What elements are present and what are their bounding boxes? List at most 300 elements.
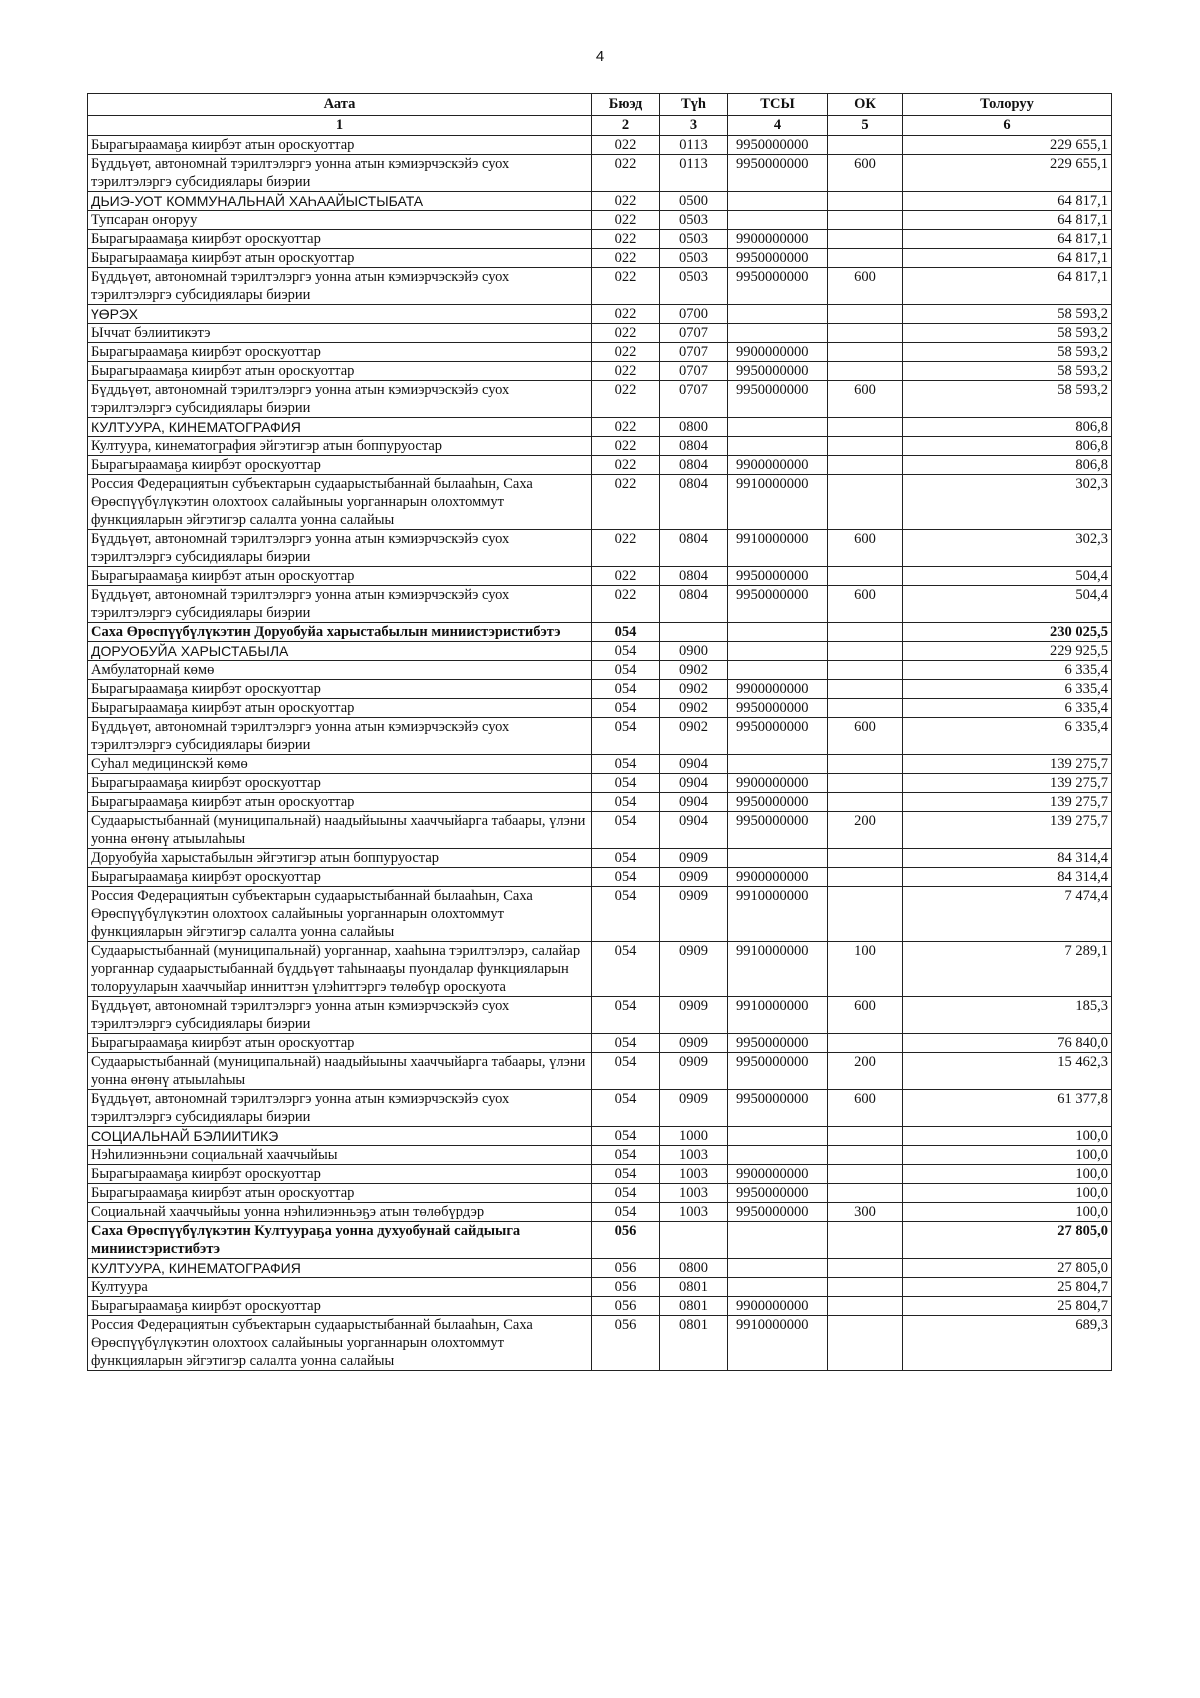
cell-ok xyxy=(828,642,903,661)
cell-amount: 6 335,4 xyxy=(903,680,1112,699)
cell-ok: 600 xyxy=(828,586,903,623)
cell-amount: 58 593,2 xyxy=(903,343,1112,362)
cell-amount: 58 593,2 xyxy=(903,381,1112,418)
cell-ok: 300 xyxy=(828,1203,903,1222)
table-row xyxy=(88,268,1112,305)
cell-cs: 9950000000 xyxy=(728,381,828,418)
cell-ved: 054 xyxy=(592,1053,660,1090)
cell-amount: 504,4 xyxy=(903,567,1112,586)
cell-cs: 9900000000 xyxy=(728,343,828,362)
cell-amount: 27 805,0 xyxy=(903,1259,1112,1278)
cell-ok xyxy=(828,418,903,437)
cell-ved: 054 xyxy=(592,623,660,642)
cell-name: Бырагыраамаҕа киирбэт атын ороскуоттар xyxy=(88,249,592,268)
cell-ved: 022 xyxy=(592,230,660,249)
cell-name: Бырагыраамаҕа киирбэт атын ороскуоттар xyxy=(88,362,592,381)
table-row xyxy=(88,1034,1112,1053)
table-row xyxy=(88,1259,1112,1278)
table-row xyxy=(88,1297,1112,1316)
cell-name: Саха Өрөспүүбүлүкэтин Култуураҕа уонна духуобунай сайдыыга миниистэристибэтэ xyxy=(88,1222,592,1259)
cell-ved: 054 xyxy=(592,1203,660,1222)
cell-name: Бүддьүөт, автономнай тэрилтэлэргэ уонна атын кэмиэрчэскэйэ суох тэрилтэлэргэ субсидиялары биэрии xyxy=(88,530,592,567)
cell-ok xyxy=(828,324,903,343)
cell-name: Бырагыраамаҕа киирбэт ороскуоттар xyxy=(88,1165,592,1184)
cell-ruz: 0503 xyxy=(660,230,728,249)
cell-ok xyxy=(828,1184,903,1203)
cell-cs xyxy=(728,849,828,868)
budget-table xyxy=(87,93,1112,1371)
cell-ved: 022 xyxy=(592,475,660,530)
cell-ved: 054 xyxy=(592,1165,660,1184)
cell-ved: 022 xyxy=(592,324,660,343)
cell-amount: 806,8 xyxy=(903,437,1112,456)
cell-ruz: 1003 xyxy=(660,1146,728,1165)
cell-cs xyxy=(728,1222,828,1259)
cell-ok xyxy=(828,437,903,456)
cell-name: Доруобуйа харыстабылын эйгэтигэр атын боппуруостар xyxy=(88,849,592,868)
cell-ruz: 1003 xyxy=(660,1165,728,1184)
cell-ruz: 0800 xyxy=(660,418,728,437)
table-row xyxy=(88,774,1112,793)
table-row xyxy=(88,324,1112,343)
cell-cs xyxy=(728,1146,828,1165)
header-cs: ТСЫ xyxy=(728,94,828,116)
cell-amount: 64 817,1 xyxy=(903,192,1112,211)
cell-amount: 58 593,2 xyxy=(903,362,1112,381)
table-row xyxy=(88,192,1112,211)
cell-ved: 054 xyxy=(592,661,660,680)
cell-ok xyxy=(828,887,903,942)
cell-amount: 100,0 xyxy=(903,1184,1112,1203)
table-row xyxy=(88,997,1112,1034)
cell-amount: 229 655,1 xyxy=(903,155,1112,192)
cell-ved: 054 xyxy=(592,849,660,868)
cell-name: Бырагыраамаҕа киирбэт ороскуоттар xyxy=(88,868,592,887)
cell-amount: 230 025,5 xyxy=(903,623,1112,642)
cell-name: Бырагыраамаҕа киирбэт ороскуоттар xyxy=(88,774,592,793)
cell-cs: 9950000000 xyxy=(728,699,828,718)
cell-ok xyxy=(828,661,903,680)
cell-amount: 7 474,4 xyxy=(903,887,1112,942)
cell-ruz: 0909 xyxy=(660,1090,728,1127)
table-row xyxy=(88,887,1112,942)
cell-ok xyxy=(828,868,903,887)
cell-cs: 9910000000 xyxy=(728,887,828,942)
cell-name: Судаарыстыбаннай (муниципальнай) наадыйыыны хааччыйарга табаары, үлэни уонна өҥөнү атыылаһыы xyxy=(88,812,592,849)
cell-ok xyxy=(828,849,903,868)
cell-ruz: 0500 xyxy=(660,192,728,211)
cell-name: Судаарыстыбаннай (муниципальнай) наадыйыыны хааччыйарга табаары, үлэни уонна өҥөнү атыылаһыы xyxy=(88,1053,592,1090)
table-row xyxy=(88,362,1112,381)
table-row xyxy=(88,211,1112,230)
cell-cs xyxy=(728,437,828,456)
cell-ved: 056 xyxy=(592,1278,660,1297)
table-row xyxy=(88,942,1112,997)
cell-ruz: 0113 xyxy=(660,155,728,192)
cell-amount: 100,0 xyxy=(903,1203,1112,1222)
cell-cs: 9950000000 xyxy=(728,1090,828,1127)
cell-amount: 302,3 xyxy=(903,475,1112,530)
cell-ved: 054 xyxy=(592,680,660,699)
cell-ved: 056 xyxy=(592,1297,660,1316)
cell-cs xyxy=(728,623,828,642)
cell-ok xyxy=(828,1146,903,1165)
cell-name: Бүддьүөт, автономнай тэрилтэлэргэ уонна атын кэмиэрчэскэйэ суох тэрилтэлэргэ субсидиялары биэрии xyxy=(88,586,592,623)
cell-ved: 022 xyxy=(592,437,660,456)
cell-amount: 139 275,7 xyxy=(903,793,1112,812)
cell-ruz: 0707 xyxy=(660,362,728,381)
cell-ved: 054 xyxy=(592,718,660,755)
cell-name: КУЛТУУРА, КИНЕМАТОГРАФИЯ xyxy=(88,1259,592,1278)
cell-amount: 100,0 xyxy=(903,1127,1112,1146)
cell-amount: 25 804,7 xyxy=(903,1297,1112,1316)
cell-cs: 9950000000 xyxy=(728,812,828,849)
cell-ved: 022 xyxy=(592,155,660,192)
table-row xyxy=(88,1146,1112,1165)
cell-ok xyxy=(828,136,903,155)
cell-cs xyxy=(728,755,828,774)
table-row xyxy=(88,1090,1112,1127)
cell-ved: 022 xyxy=(592,362,660,381)
cell-ved: 022 xyxy=(592,586,660,623)
cell-ruz: 0904 xyxy=(660,812,728,849)
cell-ok xyxy=(828,475,903,530)
cell-name: Бырагыраамаҕа киирбэт атын ороскуоттар xyxy=(88,1184,592,1203)
column-number: 6 xyxy=(903,116,1112,136)
table-row xyxy=(88,718,1112,755)
table-row xyxy=(88,305,1112,324)
cell-cs: 9950000000 xyxy=(728,1034,828,1053)
cell-cs xyxy=(728,642,828,661)
table-row xyxy=(88,793,1112,812)
cell-ok xyxy=(828,211,903,230)
cell-cs: 9910000000 xyxy=(728,1316,828,1371)
cell-name: Бүддьүөт, автономнай тэрилтэлэргэ уонна атын кэмиэрчэскэйэ суох тэрилтэлэргэ субсидиялары биэрии xyxy=(88,718,592,755)
page-number: 4 xyxy=(595,48,605,65)
cell-amount: 100,0 xyxy=(903,1146,1112,1165)
cell-ok xyxy=(828,680,903,699)
cell-ved: 022 xyxy=(592,456,660,475)
cell-ruz: 0503 xyxy=(660,268,728,305)
cell-cs: 9950000000 xyxy=(728,362,828,381)
cell-name: Бырагыраамаҕа киирбэт атын ороскуоттар xyxy=(88,567,592,586)
cell-ruz: 0804 xyxy=(660,437,728,456)
cell-name: ДОРУОБУЙА ХАРЫСТАБЫЛА xyxy=(88,642,592,661)
cell-cs: 9900000000 xyxy=(728,1297,828,1316)
cell-amount: 64 817,1 xyxy=(903,211,1112,230)
cell-amount: 139 275,7 xyxy=(903,774,1112,793)
cell-ved: 054 xyxy=(592,942,660,997)
cell-ok xyxy=(828,1127,903,1146)
cell-name: Бүддьүөт, автономнай тэрилтэлэргэ уонна атын кэмиэрчэскэйэ суох тэрилтэлэргэ субсидиялары биэрии xyxy=(88,155,592,192)
cell-ok xyxy=(828,362,903,381)
cell-ruz: 0804 xyxy=(660,530,728,567)
budget-table-container xyxy=(87,93,1111,1371)
cell-ved: 022 xyxy=(592,567,660,586)
cell-ok xyxy=(828,1222,903,1259)
cell-cs: 9900000000 xyxy=(728,774,828,793)
cell-amount: 76 840,0 xyxy=(903,1034,1112,1053)
cell-ruz: 0804 xyxy=(660,475,728,530)
cell-amount: 64 817,1 xyxy=(903,230,1112,249)
cell-amount: 7 289,1 xyxy=(903,942,1112,997)
cell-amount: 100,0 xyxy=(903,1165,1112,1184)
cell-amount: 139 275,7 xyxy=(903,755,1112,774)
cell-amount: 806,8 xyxy=(903,456,1112,475)
cell-name: Социальнай хааччыйыы уонна нэһилиэнньэҕэ атын төлөбүрдэр xyxy=(88,1203,592,1222)
cell-cs: 9950000000 xyxy=(728,1053,828,1090)
table-row xyxy=(88,343,1112,362)
cell-ruz: 0801 xyxy=(660,1278,728,1297)
column-number: 5 xyxy=(828,116,903,136)
table-row xyxy=(88,1053,1112,1090)
table-row xyxy=(88,1278,1112,1297)
cell-ruz: 0904 xyxy=(660,793,728,812)
cell-amount: 229 925,5 xyxy=(903,642,1112,661)
cell-cs: 9950000000 xyxy=(728,1203,828,1222)
cell-name: Бырагыраамаҕа киирбэт атын ороскуоттар xyxy=(88,1034,592,1053)
cell-ruz: 0909 xyxy=(660,1053,728,1090)
cell-ved: 054 xyxy=(592,812,660,849)
cell-cs xyxy=(728,305,828,324)
table-row xyxy=(88,586,1112,623)
cell-cs: 9900000000 xyxy=(728,680,828,699)
cell-name: Бүддьүөт, автономнай тэрилтэлэргэ уонна атын кэмиэрчэскэйэ суох тэрилтэлэргэ субсидиялары биэрии xyxy=(88,1090,592,1127)
cell-ok xyxy=(828,1278,903,1297)
cell-amount: 27 805,0 xyxy=(903,1222,1112,1259)
table-row xyxy=(88,456,1112,475)
cell-ok: 200 xyxy=(828,1053,903,1090)
table-row xyxy=(88,1127,1112,1146)
cell-cs: 9910000000 xyxy=(728,997,828,1034)
column-number: 1 xyxy=(88,116,592,136)
cell-name: Бырагыраамаҕа киирбэт ороскуоттар xyxy=(88,230,592,249)
cell-ok xyxy=(828,1165,903,1184)
table-row xyxy=(88,680,1112,699)
cell-ved: 022 xyxy=(592,211,660,230)
table-row xyxy=(88,418,1112,437)
cell-ok xyxy=(828,755,903,774)
cell-ved: 054 xyxy=(592,793,660,812)
cell-ved: 022 xyxy=(592,305,660,324)
table-row xyxy=(88,1184,1112,1203)
cell-cs xyxy=(728,192,828,211)
cell-name: Култуура, кинематография эйгэтигэр атын боппуруостар xyxy=(88,437,592,456)
cell-ruz: 0902 xyxy=(660,699,728,718)
table-row xyxy=(88,1222,1112,1259)
cell-name: Бүддьүөт, автономнай тэрилтэлэргэ уонна атын кэмиэрчэскэйэ суох тэрилтэлэргэ субсидиялары биэрии xyxy=(88,268,592,305)
cell-ved: 054 xyxy=(592,699,660,718)
cell-ruz xyxy=(660,1222,728,1259)
cell-cs: 9910000000 xyxy=(728,942,828,997)
cell-ruz: 0707 xyxy=(660,324,728,343)
table-row xyxy=(88,249,1112,268)
cell-name: Нэһилиэнньэни социальнай хааччыйыы xyxy=(88,1146,592,1165)
cell-cs: 9950000000 xyxy=(728,718,828,755)
cell-ok: 600 xyxy=(828,155,903,192)
table-body xyxy=(88,136,1112,1371)
cell-cs xyxy=(728,1127,828,1146)
cell-amount: 504,4 xyxy=(903,586,1112,623)
cell-ok xyxy=(828,192,903,211)
cell-cs xyxy=(728,661,828,680)
table-row xyxy=(88,1203,1112,1222)
cell-ruz: 0503 xyxy=(660,211,728,230)
cell-cs: 9900000000 xyxy=(728,230,828,249)
cell-ruz: 0909 xyxy=(660,849,728,868)
cell-ved: 022 xyxy=(592,418,660,437)
cell-ved: 054 xyxy=(592,868,660,887)
table-row xyxy=(88,868,1112,887)
cell-amount: 6 335,4 xyxy=(903,661,1112,680)
cell-ruz: 1003 xyxy=(660,1203,728,1222)
table-row xyxy=(88,623,1112,642)
cell-ruz: 0902 xyxy=(660,661,728,680)
cell-cs xyxy=(728,1278,828,1297)
cell-ved: 056 xyxy=(592,1259,660,1278)
column-number-row xyxy=(88,116,1112,136)
cell-ok: 600 xyxy=(828,718,903,755)
cell-name: Ыччат бэлиитикэтэ xyxy=(88,324,592,343)
cell-ruz: 0801 xyxy=(660,1297,728,1316)
cell-ruz xyxy=(660,623,728,642)
cell-cs: 9950000000 xyxy=(728,586,828,623)
cell-name: КУЛТУУРА, КИНЕМАТОГРАФИЯ xyxy=(88,418,592,437)
table-row xyxy=(88,230,1112,249)
cell-ved: 054 xyxy=(592,1034,660,1053)
cell-ved: 022 xyxy=(592,268,660,305)
cell-amount: 6 335,4 xyxy=(903,718,1112,755)
table-row xyxy=(88,1316,1112,1371)
cell-ok xyxy=(828,774,903,793)
cell-ved: 054 xyxy=(592,642,660,661)
cell-name: ҮӨРЭХ xyxy=(88,305,592,324)
header-ved: Бюэд xyxy=(592,94,660,116)
cell-cs: 9950000000 xyxy=(728,136,828,155)
cell-ok: 600 xyxy=(828,530,903,567)
cell-ruz: 0902 xyxy=(660,680,728,699)
table-row xyxy=(88,699,1112,718)
cell-ok xyxy=(828,1297,903,1316)
cell-ruz: 0804 xyxy=(660,586,728,623)
header-amount: Толоруу xyxy=(903,94,1112,116)
table-row xyxy=(88,155,1112,192)
cell-ruz: 0909 xyxy=(660,868,728,887)
cell-ok: 600 xyxy=(828,997,903,1034)
cell-name: Бырагыраамаҕа киирбэт атын ороскуоттар xyxy=(88,136,592,155)
cell-ruz: 0800 xyxy=(660,1259,728,1278)
cell-amount: 806,8 xyxy=(903,418,1112,437)
cell-ok xyxy=(828,456,903,475)
table-row xyxy=(88,1165,1112,1184)
cell-ruz: 0904 xyxy=(660,774,728,793)
cell-ruz: 0801 xyxy=(660,1316,728,1371)
cell-ved: 022 xyxy=(592,192,660,211)
cell-amount: 58 593,2 xyxy=(903,305,1112,324)
cell-cs xyxy=(728,1259,828,1278)
cell-ved: 022 xyxy=(592,249,660,268)
cell-ruz: 0909 xyxy=(660,997,728,1034)
cell-ved: 054 xyxy=(592,887,660,942)
cell-cs: 9950000000 xyxy=(728,268,828,305)
cell-cs xyxy=(728,418,828,437)
cell-ruz: 0909 xyxy=(660,887,728,942)
cell-amount: 15 462,3 xyxy=(903,1053,1112,1090)
cell-ruz: 0804 xyxy=(660,567,728,586)
cell-ok xyxy=(828,567,903,586)
header-ruz: Түһ xyxy=(660,94,728,116)
cell-amount: 64 817,1 xyxy=(903,249,1112,268)
cell-ved: 054 xyxy=(592,1090,660,1127)
cell-ved: 022 xyxy=(592,530,660,567)
cell-name: Суһал медицинскэй көмө xyxy=(88,755,592,774)
cell-ruz: 0909 xyxy=(660,1034,728,1053)
cell-ok xyxy=(828,249,903,268)
cell-ok xyxy=(828,1259,903,1278)
cell-ok: 600 xyxy=(828,1090,903,1127)
cell-ruz: 1000 xyxy=(660,1127,728,1146)
cell-amount: 689,3 xyxy=(903,1316,1112,1371)
cell-ok: 600 xyxy=(828,381,903,418)
cell-cs: 9950000000 xyxy=(728,155,828,192)
cell-ved: 056 xyxy=(592,1316,660,1371)
cell-ok xyxy=(828,1034,903,1053)
cell-ruz: 0707 xyxy=(660,381,728,418)
cell-ved: 054 xyxy=(592,997,660,1034)
cell-ok xyxy=(828,793,903,812)
column-number: 2 xyxy=(592,116,660,136)
header-name: Аата xyxy=(88,94,592,116)
cell-ok xyxy=(828,1316,903,1371)
table-row xyxy=(88,136,1112,155)
cell-ruz: 1003 xyxy=(660,1184,728,1203)
table-row xyxy=(88,530,1112,567)
cell-ved: 054 xyxy=(592,1146,660,1165)
cell-amount: 185,3 xyxy=(903,997,1112,1034)
table-row xyxy=(88,437,1112,456)
cell-ok xyxy=(828,305,903,324)
cell-cs: 9910000000 xyxy=(728,475,828,530)
cell-name: Бырагыраамаҕа киирбэт ороскуоттар xyxy=(88,1297,592,1316)
table-row xyxy=(88,567,1112,586)
cell-amount: 58 593,2 xyxy=(903,324,1112,343)
cell-cs xyxy=(728,211,828,230)
cell-cs: 9900000000 xyxy=(728,868,828,887)
column-number: 3 xyxy=(660,116,728,136)
table-header-row xyxy=(88,94,1112,116)
column-number: 4 xyxy=(728,116,828,136)
cell-ved: 056 xyxy=(592,1222,660,1259)
cell-ruz: 0904 xyxy=(660,755,728,774)
header-ok: ОК xyxy=(828,94,903,116)
cell-ok xyxy=(828,230,903,249)
cell-ruz: 0900 xyxy=(660,642,728,661)
cell-amount: 84 314,4 xyxy=(903,868,1112,887)
table-row xyxy=(88,475,1112,530)
cell-ok xyxy=(828,699,903,718)
cell-name: Россия Федерациятын субъектарын судаарыстыбаннай былааһын, Саха Өрөспүүбүлүкэтин олохтоох салайыныы уорганнарын олохтоммут функцияларын эйгэтигэр салалта уонна салайыы xyxy=(88,887,592,942)
cell-cs: 9900000000 xyxy=(728,1165,828,1184)
cell-ok: 600 xyxy=(828,268,903,305)
cell-name: Судаарыстыбаннай (муниципальнай) уорганнар, хааһына тэрилтэлэрэ, салайар уорганнар судаарыстыбаннай бүддьүөт таһынааҕы пуондалар функцияларын толорууларын хааччыйар инниттэн үлэһиттэргэ төлөбүр ороскуота xyxy=(88,942,592,997)
cell-ok xyxy=(828,623,903,642)
cell-cs xyxy=(728,324,828,343)
cell-ruz: 0902 xyxy=(660,718,728,755)
table-row xyxy=(88,642,1112,661)
cell-name: Тупсаран оҥоруу xyxy=(88,211,592,230)
cell-name: Амбулаторнай көмө xyxy=(88,661,592,680)
cell-ruz: 0113 xyxy=(660,136,728,155)
